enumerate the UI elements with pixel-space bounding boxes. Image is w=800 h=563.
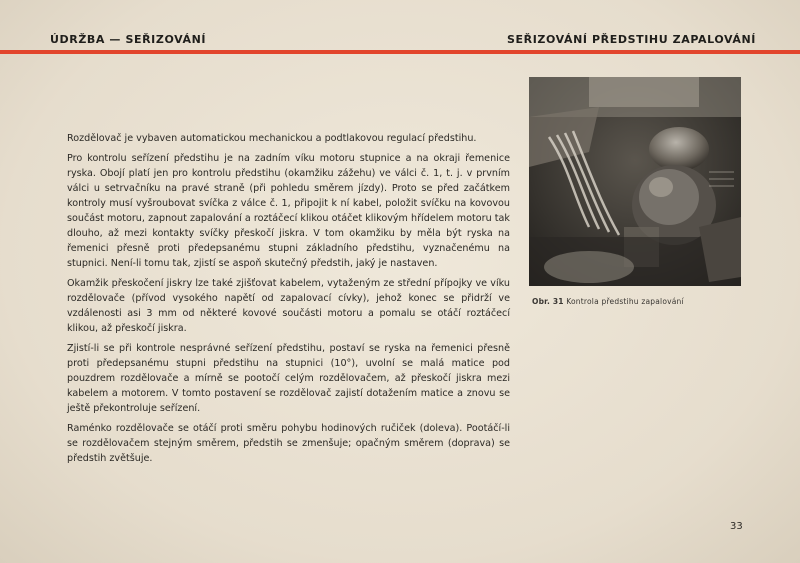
page-heading: SEŘIZOVÁNÍ PŘEDSTIHU ZAPALOVÁNÍ bbox=[506, 33, 756, 46]
paragraph-4: Zjistí-li se při kontrole nesprávné seřízení předstihu, postaví se ryska na řemenici přesně proti předepsanému stupni předstihu na stupnici (10°), uvolní se malá matice pod pouzdrem rozdělovače a mírně se pootočí celým rozdělovačem, až přeskočí jiskra mezi kabelem a motorem. V tomto postavení se rozdělovač zajistí dotažením matice a znovu se ještě překontroluje seřízení. bbox=[67, 343, 510, 414]
figure-caption bbox=[532, 297, 684, 306]
paragraph-5: Raménko rozdělovače se otáčí proti směru pohybu hodinových ručiček (doleva). Pootáčí-li se rozdělovačem stejným směrem, předstih se zmenšuje; opačným směrem (doprava) se předstih zvětšuje. bbox=[67, 423, 510, 464]
figure-caption-text: Kontrola předstihu zapalování bbox=[566, 297, 684, 306]
header-rule bbox=[0, 50, 800, 54]
engine-photo-illustration bbox=[529, 77, 741, 286]
article-body bbox=[67, 131, 510, 471]
figure-label: Obr. 31 bbox=[532, 297, 564, 306]
page-number: 33 bbox=[730, 521, 743, 532]
paragraph-2: Pro kontrolu seřízení předstihu je na zadním víku motoru stupnice a na okraji řemenice ryska. Obojí platí jen pro kontrolu předstihu (okamžiku zážehu) ve válci č. 1, t. j. v prvním válci u setrvačníku na pravé straně (při pohledu směrem jízdy). Proto se před začátkem kontroly musí vyšroubovat svíčka z válce č. 1, připojit k ní kabel, položit svíčku na kovovou součást motoru, zapnout zapalování a roztáčecí klikou otáčet klikovým hřídelem motoru tak dlouho, až mezi kontakty svíčky přeskočí jiskra. V tom okamžiku by měla být ryska na řemenici přesně proti předepsanému stupni základního předstihu, vyznačenému na stupnici. Není-li tomu tak, zjistí se aspoň skutečný předstih, jaký je nastaven. bbox=[67, 153, 510, 269]
section-title: ÚDRŽBA — SEŘIZOVÁNÍ bbox=[50, 33, 207, 46]
paragraph-3: Okamžik přeskočení jiskry lze také zjišťovat kabelem, vytaženým ze střední přípojky ve víku rozdělovače (přívod vysokého napětí od zapalovací cívky), jehož konec se přidrží ve vzdálenosti asi 3 mm od některé kovové součásti motoru a pomalu se otáčí roztáčecí klikou, až přeskočí jiskra. bbox=[67, 278, 510, 334]
paragraph-1: Rozdělovač je vybaven automatickou mechanickou a podtlakovou regulací předstihu. bbox=[67, 133, 477, 144]
engine-photo bbox=[529, 77, 741, 286]
